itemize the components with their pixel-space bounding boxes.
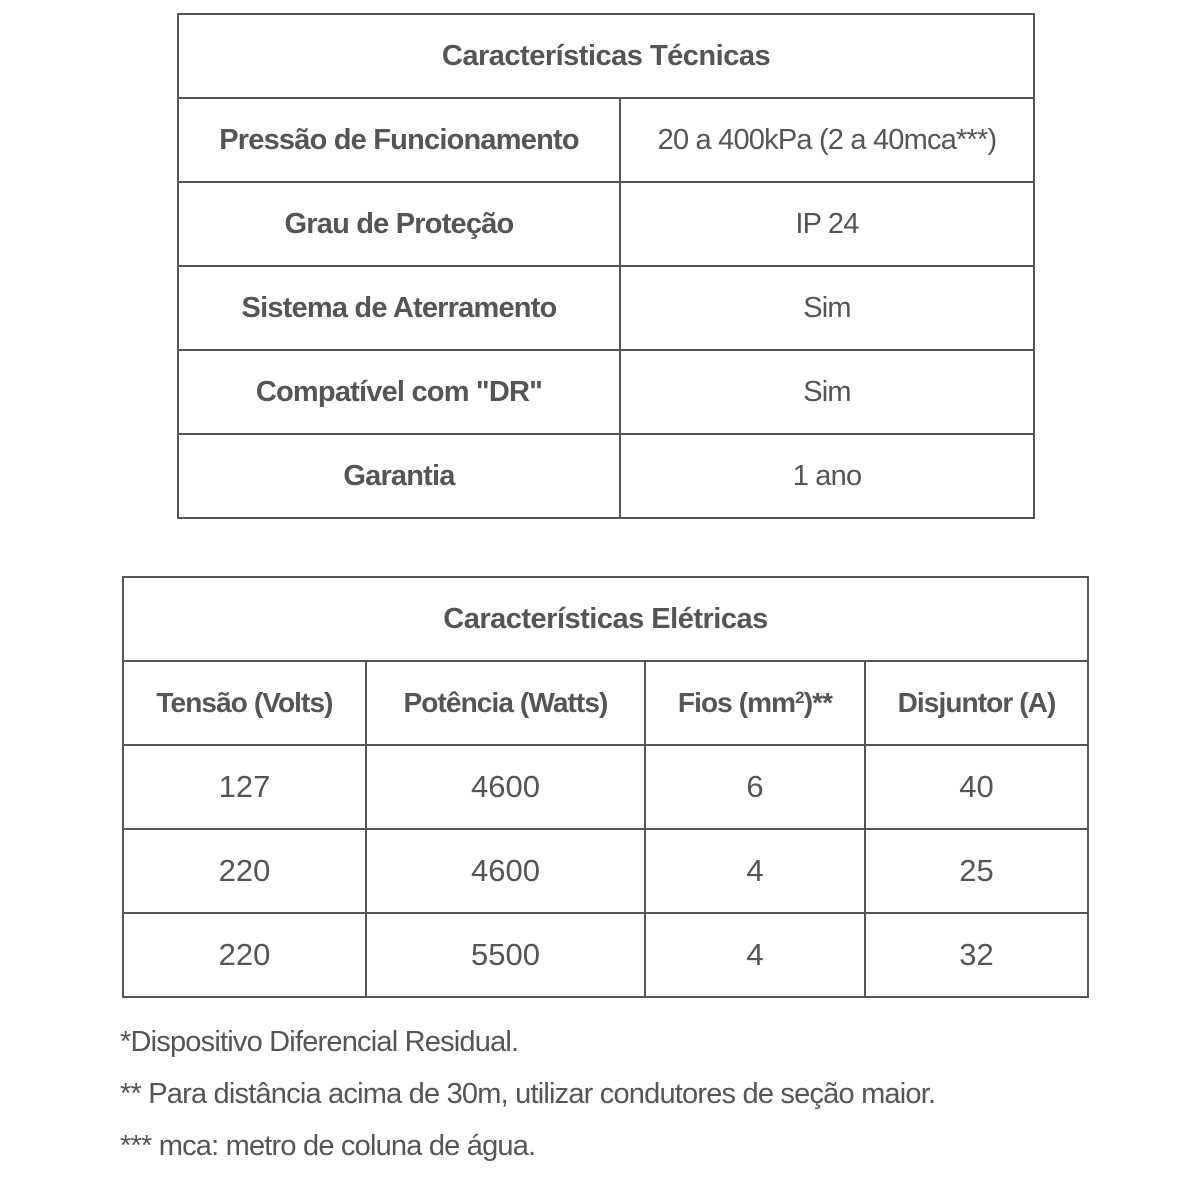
cell-voltage: 220 [123,913,366,997]
technical-table-title: Características Técnicas [178,14,1034,98]
spec-label-warranty: Garantia [178,434,620,518]
header-breaker: Disjuntor (A) [865,661,1088,745]
spec-value-warranty: 1 ano [620,434,1034,518]
header-wires-prefix: Fios (mm [677,687,796,718]
cell-breaker: 40 [865,745,1088,829]
cell-power: 4600 [366,745,645,829]
header-voltage: Tensão (Volts) [123,661,366,745]
cell-voltage: 127 [123,745,366,829]
footnote-dr: *Dispositivo Diferencial Residual. [120,1026,519,1058]
header-wires-suffix: )** [803,687,833,718]
cell-wires: 6 [645,745,865,829]
cell-voltage: 220 [123,829,366,913]
footnote-distance: ** Para distância acima de 30m, utilizar condutores de seção maior. [120,1078,936,1110]
header-wires-superscript: 2 [795,688,804,707]
electrical-table-title: Características Elétricas [123,577,1088,661]
table-row [123,913,1088,997]
spec-label-dr-compatible: Compatível com "DR" [178,350,620,434]
table-row [178,266,1034,350]
cell-breaker: 32 [865,913,1088,997]
spec-value-dr-compatible: Sim [620,350,1034,434]
technical-title-row [178,14,1034,98]
spec-value-grounding: Sim [620,266,1034,350]
cell-power: 5500 [366,913,645,997]
technical-specs-table [177,13,1035,519]
footnotes [120,1016,1180,1172]
cell-power: 4600 [366,829,645,913]
table-row [178,98,1034,182]
spec-label-protection: Grau de Proteção [178,182,620,266]
electrical-title-row [123,577,1088,661]
spec-label-grounding: Sistema de Aterramento [178,266,620,350]
footnote-mca: *** mca: metro de coluna de água. [120,1130,536,1162]
table-row [178,434,1034,518]
header-wires [645,661,865,745]
table-row [178,350,1034,434]
spec-value-protection: IP 24 [620,182,1034,266]
electrical-specs-table [122,576,1089,998]
spec-label-pressure: Pressão de Funcionamento [178,98,620,182]
cell-breaker: 25 [865,829,1088,913]
electrical-header-row [123,661,1088,745]
header-power: Potência (Watts) [366,661,645,745]
spec-value-pressure: 20 a 400kPa (2 a 40mca***) [620,98,1034,182]
table-row [123,745,1088,829]
table-row [123,829,1088,913]
cell-wires: 4 [645,913,865,997]
table-row [178,182,1034,266]
cell-wires: 4 [645,829,865,913]
